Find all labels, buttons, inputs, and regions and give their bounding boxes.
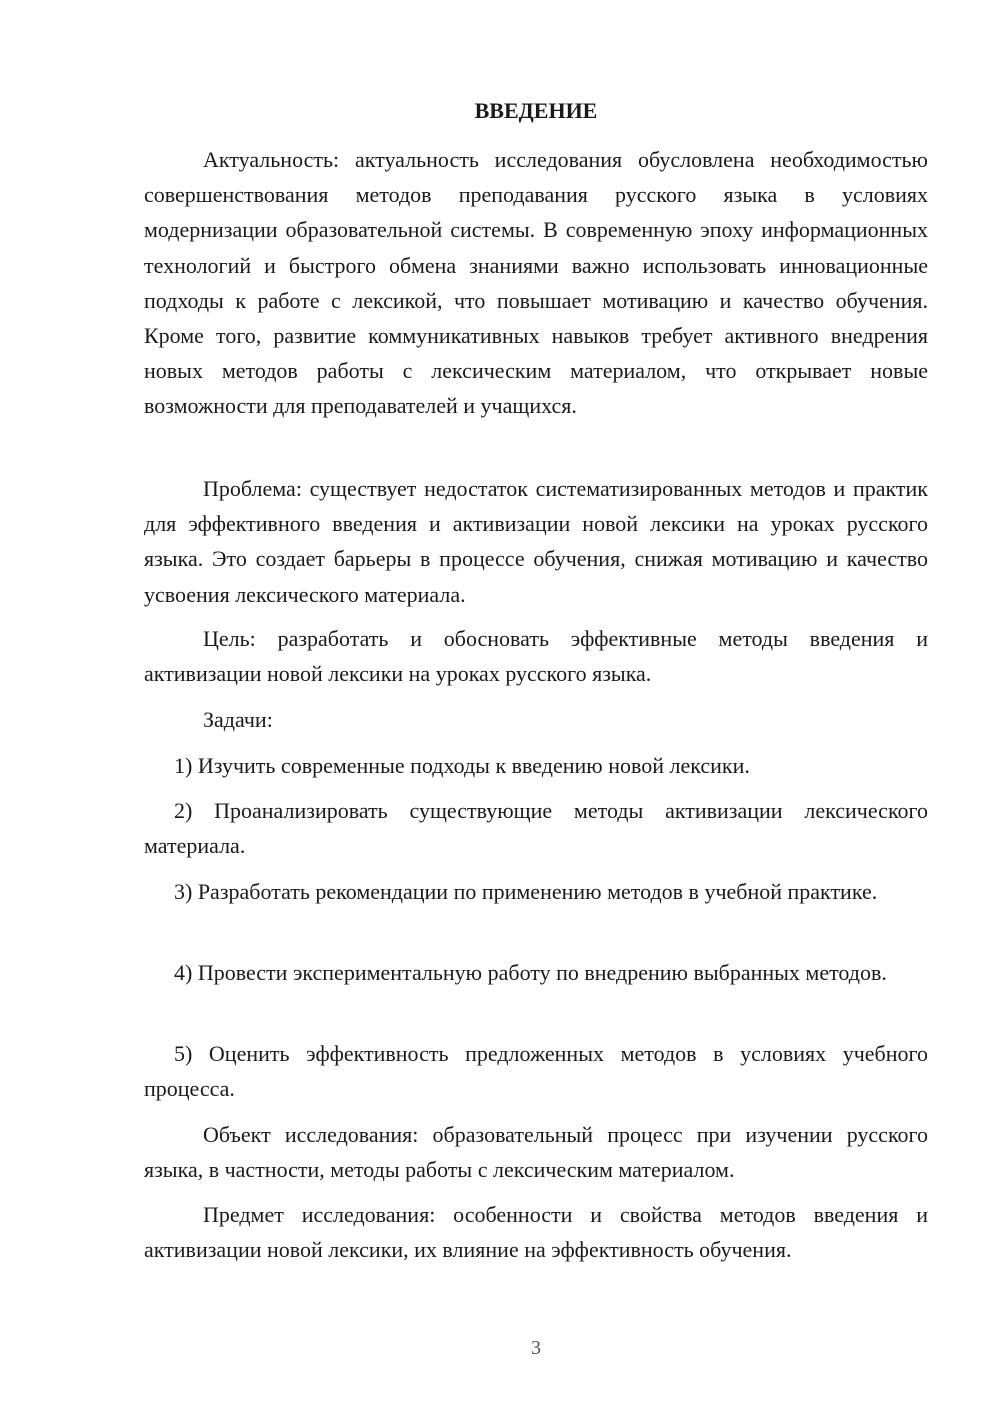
object-paragraph: Объект исследования: образовательный процесс при изучении русского языка, в частности, методы работы с лексическим материалом. [144, 1122, 928, 1183]
goal-paragraph: Цель: разработать и обосновать эффективные методы введения и активизации новой лексики на уроках русского языка. [144, 626, 928, 687]
problem-paragraph: Проблема: существует недостаток систематизированных методов и практик для эффективного введения и активизации новой лексики на уроках русского языка. Это создает барьеры в процессе обучения, снижая мотивацию и качество усвоения лексического материала. [144, 476, 928, 607]
task-item-5: 5) Оценить эффективность предложенных методов в условиях учебного процесса. [144, 1041, 928, 1102]
task-item-2: 2) Проанализировать существующие методы активизации лексического материала. [144, 798, 928, 859]
task-item-3: 3) Разработать рекомендации по применению методов в учебной практике. [174, 879, 878, 904]
task-item-4: 4) Провести экспериментальную работу по внедрению выбранных методов. [174, 960, 887, 985]
subject-paragraph: Предмет исследования: особенности и свойства методов введения и активизации новой лексики, их влияние на эффективность обучения. [144, 1202, 928, 1263]
document-page [144, 0, 928, 1414]
page-title: ВВЕДЕНИЕ [474, 98, 598, 123]
page-number: 3 [531, 1337, 541, 1359]
task-item-1: 1) Изучить современные подходы к введению новой лексики. [174, 753, 750, 778]
relevance-paragraph: Актуальность: актуальность исследования обусловлена необходимостью совершенствования методов преподавания русского языка в условиях модернизации образовательной системы. В современную эпоху информационных технологий и быстрого обмена знаниями важно использовать инновационные подходы к работе с лексикой, что повышает мотивацию и качество обучения. Кроме того, развитие коммуникативных навыков требует активного внедрения новых методов работы с лексическим материалом, что открывает новые возможности для преподавателей и учащихся. [144, 147, 928, 419]
tasks-heading: Задачи: [203, 707, 273, 732]
